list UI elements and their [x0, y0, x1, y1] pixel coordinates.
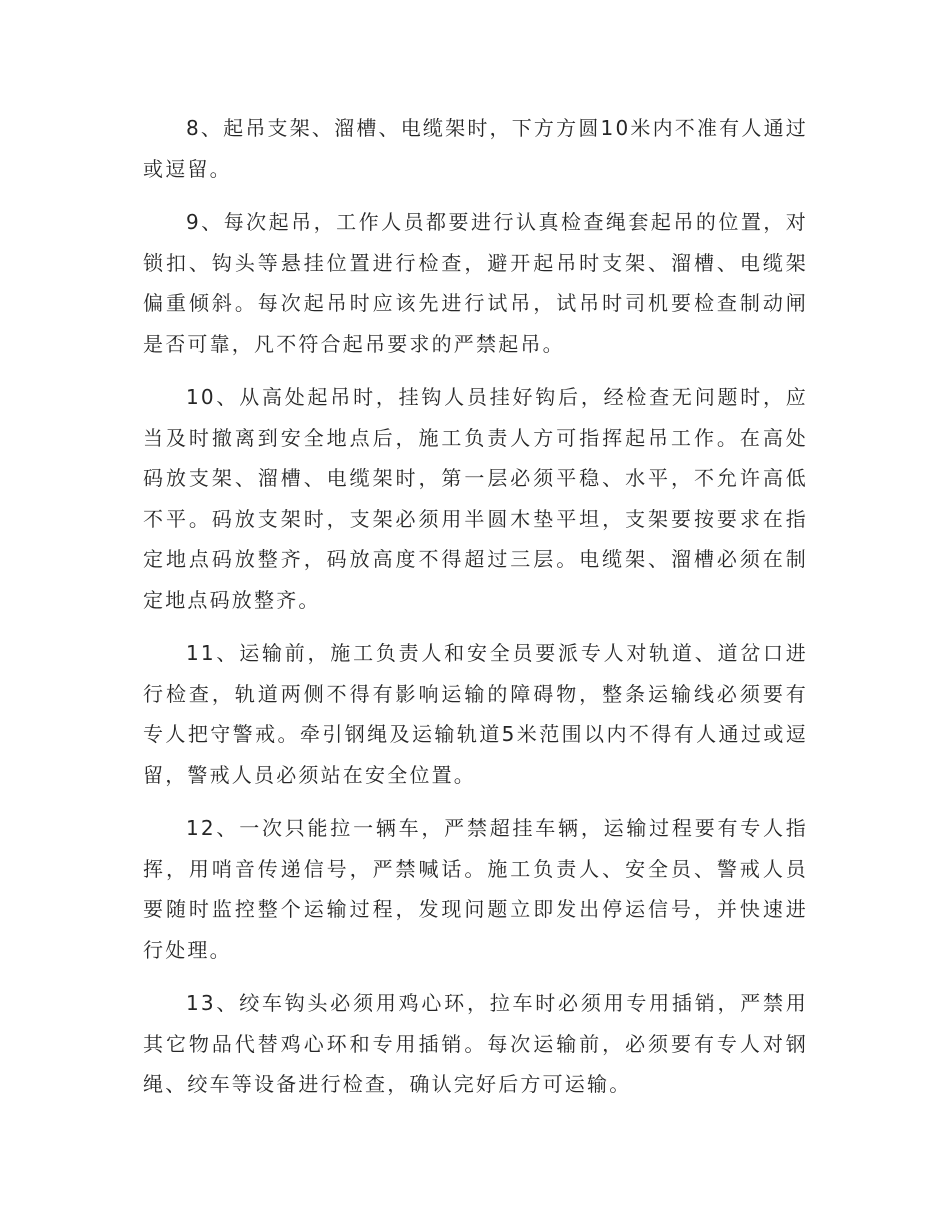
paragraph-item-10: 10、从高处起吊时，挂钩人员挂好钩后，经检查无问题时，应当及时撤离到安全地点后，施工负责人方可指挥起吊工作。在高处码放支架、溜槽、电缆架时，第一层必须平稳、水平，不允许高低不平。码放支架时，支架必须用半圆木垫平坦，支架要按要求在指定地点码放整齐，码放高度不得超过三层。电缆架、溜槽必须在制定地点码放整齐。	[143, 385, 808, 612]
paragraph-item-12: 12、一次只能拉一辆车，严禁超挂车辆，运输过程要有专人指挥，用哨音传递信号，严禁喊话。施工负责人、安全员、警戒人员要随时监控整个运输过程，发现问题立即发出停运信号，并快速进行处理。	[143, 816, 808, 962]
document-body	[143, 108, 808, 1118]
paragraph-item-11: 11、运输前，施工负责人和安全员要派专人对轨道、道岔口进行检查，轨道两侧不得有影响运输的障碍物，整条运输线必须要有专人把守警戒。牵引钢绳及运输轨道5米范围以内不得有人通过或逗留，警戒人员必须站在安全位置。	[143, 641, 808, 787]
paragraph-item-9: 9、每次起吊，工作人员都要进行认真检查绳套起吊的位置，对锁扣、钩头等悬挂位置进行检查，避开起吊时支架、溜槽、电缆架偏重倾斜。每次起吊时应该先进行试吊，试吊时司机要检查制动闸是否可靠，凡不符合起吊要求的严禁起吊。	[143, 210, 808, 356]
paragraph-item-13: 13、绞车钩头必须用鸡心环，拉车时必须用专用插销，严禁用其它物品代替鸡心环和专用插销。每次运输前，必须要有专人对钢绳、绞车等设备进行检查，确认完好后方可运输。	[143, 991, 808, 1096]
paragraph-item-8: 8、起吊支架、溜槽、电缆架时，下方方圆10米内不准有人通过或逗留。	[143, 116, 808, 181]
